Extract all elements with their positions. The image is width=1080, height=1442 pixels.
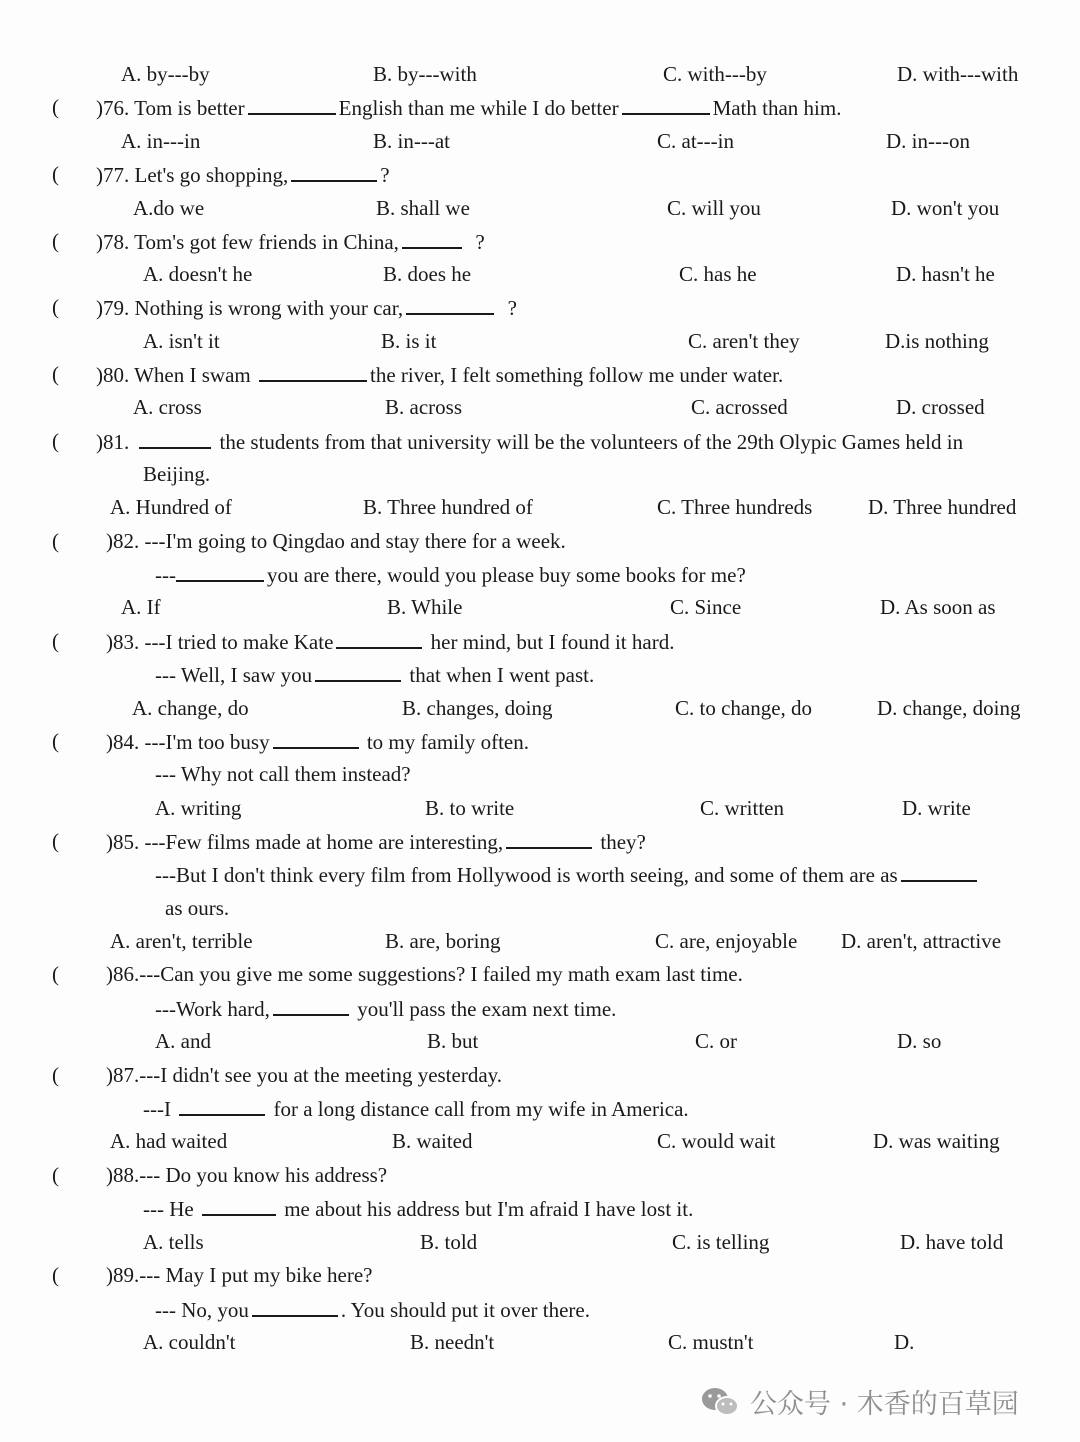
q85-stem: )85. ---Few films made at home are interesting, they? bbox=[106, 830, 646, 854]
answer-paren: ( bbox=[52, 362, 59, 386]
answer-blank bbox=[202, 1196, 276, 1216]
answer-paren: ( bbox=[52, 95, 59, 119]
answer-paren: ( bbox=[52, 1163, 59, 1187]
answer-blank bbox=[248, 95, 336, 115]
q81-option-a: A. Hundred of bbox=[110, 495, 232, 519]
q86-option-d: D. so bbox=[897, 1029, 942, 1053]
q86-option-b: B. but bbox=[427, 1029, 479, 1053]
q77-stem: )77. Let's go shopping, ? bbox=[96, 163, 390, 187]
q85-line3: as ours. bbox=[165, 896, 230, 920]
q86-stem: )86.---Can you give me some suggestions? I failed my math exam last time. bbox=[106, 962, 743, 986]
q79-option-d: D.is nothing bbox=[885, 329, 989, 353]
q83-option-a: A. change, do bbox=[132, 696, 249, 720]
q82-stem: )82. ---I'm going to Qingdao and stay there for a week. bbox=[106, 529, 566, 553]
q81-stem: )81. the students from that university will be the volunteers of the 29th Olypic Games held in bbox=[96, 430, 964, 454]
q75-option-d: D. with---with bbox=[897, 62, 1019, 86]
q77-option-c: C. will you bbox=[667, 196, 761, 220]
answer-blank bbox=[336, 629, 422, 649]
q82-option-b: B. While bbox=[387, 595, 463, 619]
answer-blank bbox=[901, 862, 977, 882]
q86-option-a: A. and bbox=[155, 1029, 211, 1053]
answer-paren: ( bbox=[52, 162, 59, 186]
q88-option-d: D. have told bbox=[900, 1230, 1004, 1254]
q80-option-a: A. cross bbox=[133, 395, 202, 419]
answer-paren: ( bbox=[52, 229, 59, 253]
q78-option-c: C. has he bbox=[679, 262, 757, 286]
q84-option-c: C. written bbox=[700, 796, 784, 820]
answer-blank bbox=[622, 95, 710, 115]
q89-stem: )89.--- May I put my bike here? bbox=[106, 1263, 373, 1287]
answer-blank bbox=[273, 996, 349, 1016]
q80-option-c: C. acrossed bbox=[691, 395, 788, 419]
q88-option-c: C. is telling bbox=[672, 1230, 770, 1254]
answer-blank bbox=[179, 1096, 265, 1116]
q87-option-a: A. had waited bbox=[110, 1129, 228, 1153]
q79-option-b: B. is it bbox=[381, 329, 437, 353]
q76-option-b: B. in---at bbox=[373, 129, 450, 153]
watermark-text: 公众号 · 木香的百草园 bbox=[750, 1389, 1019, 1420]
answer-paren: ( bbox=[52, 729, 59, 753]
q88-line2: --- He me about his address but I'm afraid I have lost it. bbox=[143, 1197, 694, 1221]
q85-line2: ---But I don't think every film from Hollywood is worth seeing, and some of them are as bbox=[155, 862, 980, 887]
answer-blank bbox=[273, 729, 359, 749]
q83-line2: --- Well, I saw you that when I went past. bbox=[155, 663, 595, 687]
q77-option-d: D. won't you bbox=[891, 196, 1000, 220]
q77-option-b: B. shall we bbox=[376, 196, 470, 220]
q84-option-d: D. write bbox=[902, 796, 971, 820]
q78-stem: )78. Tom's got few friends in China, ? bbox=[96, 230, 485, 254]
q88-option-a: A. tells bbox=[143, 1230, 204, 1254]
q85-option-a: A. aren't, terrible bbox=[110, 929, 253, 953]
q83-stem: )83. ---I tried to make Kate her mind, but I found it hard. bbox=[106, 630, 675, 654]
answer-blank bbox=[139, 429, 211, 449]
q79-option-a: A. isn't it bbox=[143, 329, 220, 353]
q83-option-d: D. change, doing bbox=[877, 696, 1021, 720]
answer-blank bbox=[402, 229, 462, 249]
q89-option-c: C. mustn't bbox=[668, 1330, 754, 1354]
q84-option-a: A. writing bbox=[155, 796, 242, 820]
watermark bbox=[700, 1382, 1019, 1421]
q75-option-b: B. by---with bbox=[373, 62, 477, 86]
q87-option-c: C. would wait bbox=[657, 1129, 776, 1153]
wechat-icon bbox=[700, 1386, 740, 1418]
answer-blank bbox=[176, 562, 264, 582]
q85-option-b: B. are, boring bbox=[385, 929, 501, 953]
q87-option-d: D. was waiting bbox=[873, 1129, 1000, 1153]
q80-option-d: D. crossed bbox=[896, 395, 985, 419]
q87-line2: ---I for a long distance call from my wife in America. bbox=[143, 1097, 689, 1121]
q89-option-a: A. couldn't bbox=[143, 1330, 236, 1354]
q86-line2: ---Work hard, you'll pass the exam next time. bbox=[155, 997, 617, 1021]
q81-option-b: B. Three hundred of bbox=[363, 495, 533, 519]
q84-option-b: B. to write bbox=[425, 796, 515, 820]
q80-option-b: B. across bbox=[385, 395, 462, 419]
q76-option-c: C. at---in bbox=[657, 129, 734, 153]
q80-stem: )80. When I swam the river, I felt something follow me under water. bbox=[96, 363, 784, 387]
q85-option-c: C. are, enjoyable bbox=[655, 929, 798, 953]
q76-option-a: A. in---in bbox=[121, 129, 201, 153]
answer-paren: ( bbox=[52, 1063, 59, 1087]
answer-paren: ( bbox=[52, 295, 59, 319]
q82-option-a: A. If bbox=[121, 595, 161, 619]
q77-option-a: A.do we bbox=[133, 196, 205, 220]
q81-stem-cont: Beijing. bbox=[143, 462, 211, 486]
q81-option-d: D. Three hundred bbox=[868, 495, 1017, 519]
q87-option-b: B. waited bbox=[392, 1129, 473, 1153]
q84-line2: --- Why not call them instead? bbox=[155, 762, 411, 786]
q76-stem: )76. Tom is better English than me while I do better Math than him. bbox=[96, 96, 842, 120]
q89-option-b: B. needn't bbox=[410, 1330, 495, 1354]
answer-blank bbox=[252, 1297, 338, 1317]
answer-blank bbox=[315, 662, 401, 682]
q82-option-c: C. Since bbox=[670, 595, 742, 619]
q79-stem: )79. Nothing is wrong with your car, ? bbox=[96, 296, 517, 320]
answer-blank bbox=[259, 362, 367, 382]
answer-blank bbox=[406, 295, 494, 315]
q79-option-c: C. aren't they bbox=[688, 329, 800, 353]
answer-blank bbox=[506, 829, 592, 849]
answer-paren: ( bbox=[52, 1263, 59, 1287]
q81-option-c: C. Three hundreds bbox=[657, 495, 813, 519]
q76-option-d: D. in---on bbox=[886, 129, 970, 153]
answer-paren: ( bbox=[52, 829, 59, 853]
q82-line2: --- you are there, would you please buy some books for me? bbox=[155, 563, 746, 587]
q78-option-a: A. doesn't he bbox=[143, 262, 253, 286]
answer-paren: ( bbox=[52, 629, 59, 653]
q82-option-d: D. As soon as bbox=[880, 595, 996, 619]
q75-option-c: C. with---by bbox=[663, 62, 767, 86]
answer-paren: ( bbox=[52, 529, 59, 553]
q78-option-d: D. hasn't he bbox=[896, 262, 995, 286]
q86-option-c: C. or bbox=[695, 1029, 737, 1053]
q87-stem: )87.---I didn't see you at the meeting yesterday. bbox=[106, 1063, 503, 1087]
q75-option-a: A. by---by bbox=[121, 62, 210, 86]
answer-blank bbox=[291, 162, 377, 182]
q78-option-b: B. does he bbox=[383, 262, 472, 286]
q83-option-c: C. to change, do bbox=[675, 696, 813, 720]
q88-option-b: B. told bbox=[420, 1230, 478, 1254]
q88-stem: )88.--- Do you know his address? bbox=[106, 1163, 388, 1187]
q89-line2: --- No, you . You should put it over there. bbox=[155, 1298, 590, 1322]
q84-stem: )84. ---I'm too busy to my family often. bbox=[106, 730, 529, 754]
q83-option-b: B. changes, doing bbox=[402, 696, 553, 720]
answer-paren: ( bbox=[52, 962, 59, 986]
answer-paren: ( bbox=[52, 429, 59, 453]
q89-option-d: D. bbox=[894, 1330, 915, 1354]
q85-option-d: D. aren't, attractive bbox=[841, 929, 1002, 953]
